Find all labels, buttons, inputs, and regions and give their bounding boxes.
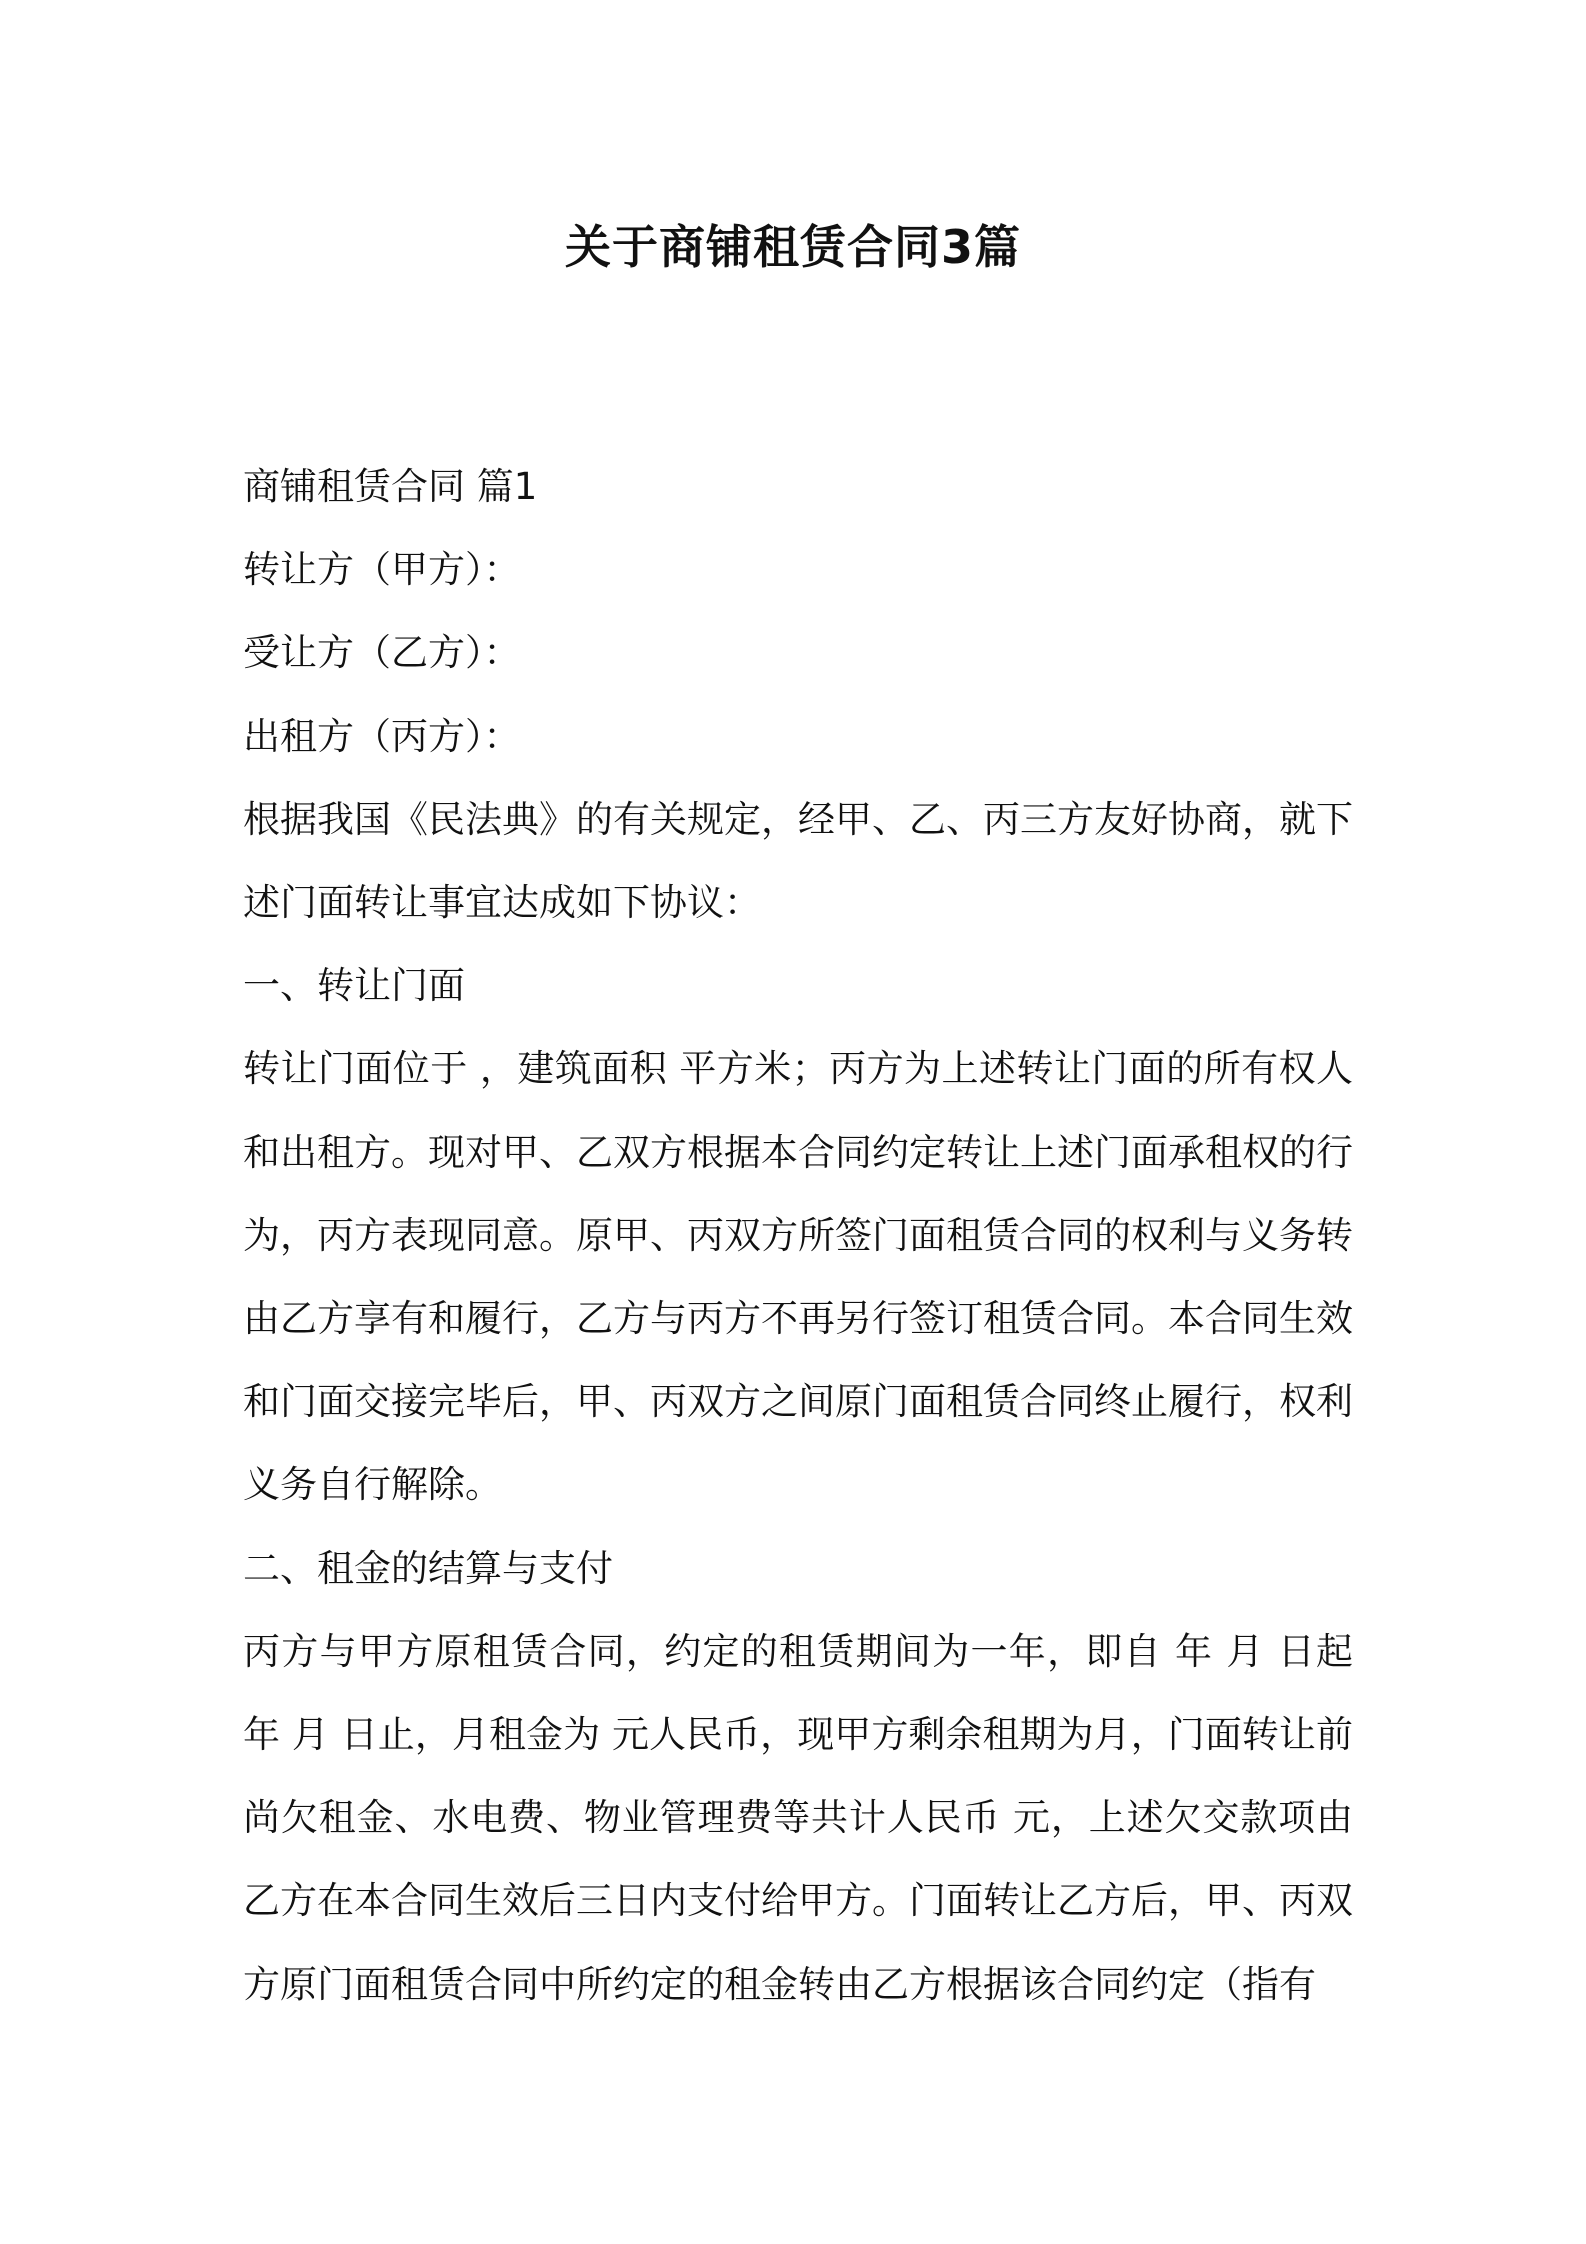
section-body-rent: 丙方与甲方原租赁合同，约定的租赁期间为一年，即自 年 月 日起 年 月 日止，月租金为 元人民币，现甲方剩余租期为月，门面转让前尚欠租金、水电费、物业管理费等共计人民币 元，上述欠交款项由乙方在本合同生效后三日内支付给甲方。门面转让乙方后，甲、丙双方原门面租赁合同中所约定的租金转由乙方根据该合同约定（指有 (243, 1629, 1353, 2006)
section-body-transfer: 转让门面位于 ，建筑面积 平方米；丙方为上述转让门面的所有权人和出租方。现对甲、乙双方根据本合同约定转让上述门面承租权的行为，丙方表现同意。原甲、丙双方所签门面租赁合同的权利与义务转由乙方享有和履行，乙方与丙方不再另行签订租赁合同。本合同生效和门面交接完毕后，甲、丙双方之间原门面租赁合同终止履行，权利义务自行解除。 (243, 1047, 1353, 1507)
article-heading: 商铺租赁合同 篇1 (243, 465, 538, 508)
party-lessor-field: 出租方（丙方）： (243, 714, 521, 758)
party-transferor-field: 转让方（甲方）： (243, 548, 521, 592)
section-heading-rent: 二、租金的结算与支付 (243, 1546, 613, 1590)
section-heading-transfer: 一、转让门面 (243, 964, 465, 1008)
document-title: 关于商铺租赁合同3篇 (564, 220, 1021, 274)
document-body (243, 445, 1353, 2026)
party-transferee-field: 受让方（乙方）： (243, 631, 521, 675)
preamble-paragraph: 根据我国《民法典》的有关规定，经甲、乙、丙三方友好协商，就下述门面转让事宜达成如下协议： (243, 797, 1353, 924)
